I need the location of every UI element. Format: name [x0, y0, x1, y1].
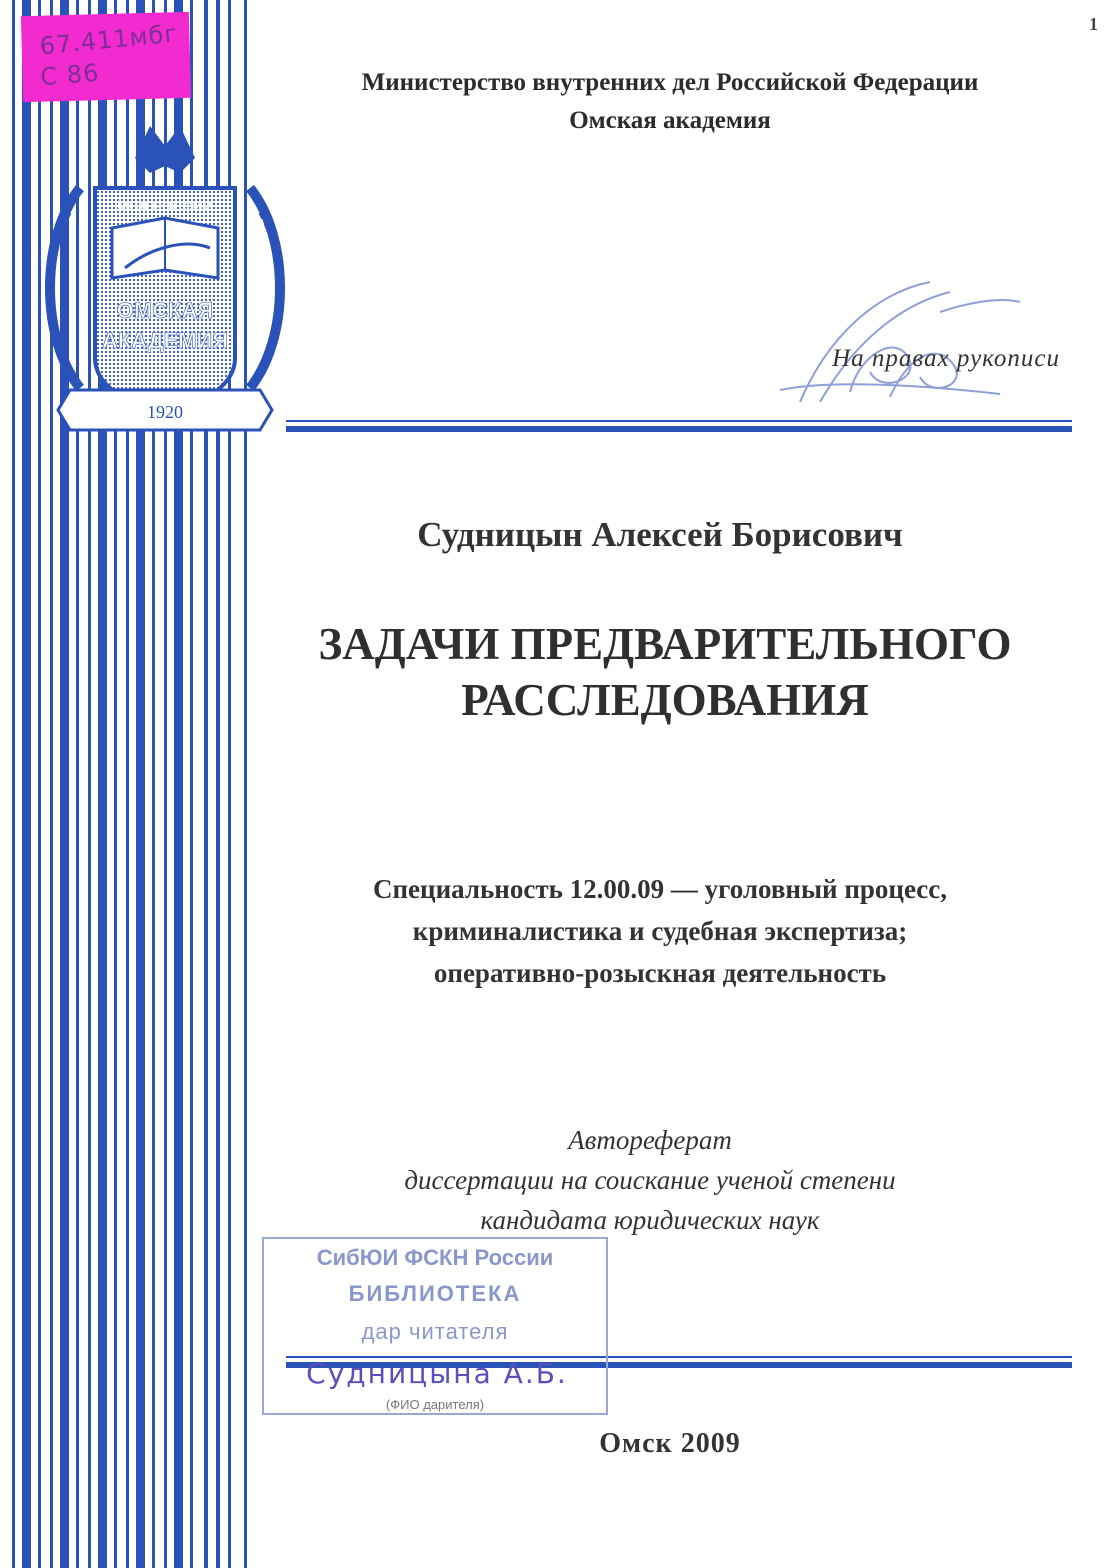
document-title — [250, 616, 1080, 728]
abstract-line2: диссертации на соискание ученой степени — [404, 1165, 896, 1195]
page-number: 1 — [1089, 14, 1098, 34]
stamp-institution: СибЮИ ФСКН России — [316, 1245, 554, 1270]
shelfmark-sticker — [21, 12, 191, 102]
manuscript-note: На правах рукописи — [832, 345, 1060, 372]
specialty-line2: криминалистика и судебная экспертиза; — [412, 916, 908, 946]
sticker-line1: 67.411мбг — [38, 19, 180, 61]
academy-name: Омская академия — [569, 107, 771, 134]
sticker-line2: С 86 — [39, 58, 101, 92]
specialty — [260, 868, 1060, 994]
author-name: Судницын Алексей Борисович — [417, 515, 903, 554]
abstract-line3: кандидата юридических наук — [480, 1205, 820, 1235]
city-year: Омск 2009 — [599, 1428, 741, 1459]
emblem-top-text: МВД РОССИИ — [117, 198, 213, 214]
library-stamp — [262, 1237, 610, 1417]
stamp-library: БИБЛИОТЕКА — [348, 1281, 522, 1306]
top-divider — [286, 420, 1072, 432]
title-line2: РАССЛЕДОВАНИЯ — [461, 675, 869, 725]
stamp-donor-name: Судницына А.Б. — [306, 1357, 568, 1390]
stamp-caption: (ФИО дарителя) — [385, 1397, 485, 1412]
academy-emblem — [40, 118, 290, 448]
ministry-name: Министерство внутренних дел Российской Федерации — [361, 69, 979, 96]
specialty-line3: оперативно-розыскная деятельность — [433, 958, 887, 988]
emblem-year: 1920 — [147, 402, 183, 422]
header — [270, 64, 1070, 140]
title-line1: ЗАДАЧИ ПРЕДВАРИТЕЛЬНОГО — [318, 619, 1012, 669]
specialty-line1: Специальность 12.00.09 — уголовный процесс, — [372, 874, 948, 904]
emblem-line1: ОМСКАЯ — [116, 298, 214, 323]
abstract-line1: Автореферат — [568, 1125, 732, 1155]
stamp-gift: дар читателя — [361, 1319, 509, 1344]
emblem-line2: АКАДЕМИЯ — [101, 328, 229, 353]
abstract-description — [250, 1120, 1050, 1240]
